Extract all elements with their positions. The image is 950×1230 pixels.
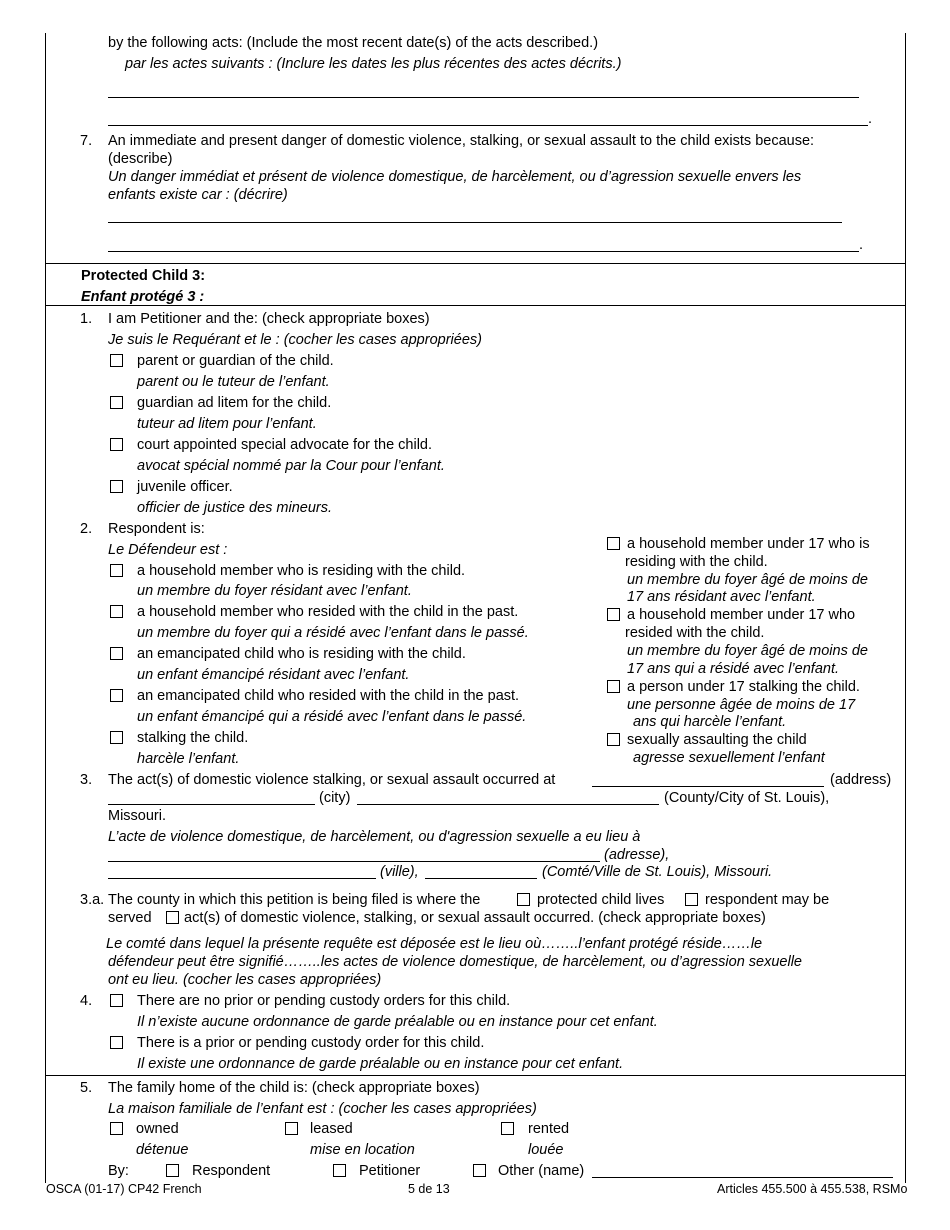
checkbox-child-lives[interactable] <box>517 893 530 906</box>
checkbox-by-respondent[interactable] <box>166 1164 179 1177</box>
q2-left-en: an emancipated child who is residing with the child. <box>137 646 466 662</box>
other-name-field[interactable] <box>592 1177 893 1178</box>
city-field[interactable] <box>108 804 315 805</box>
section6-en: by the following acts: (Include the most recent date(s) of the acts described.) <box>108 35 599 51</box>
city-field-fr[interactable] <box>108 878 376 879</box>
q4-opt-fr: Il n’existe aucune ordonnance de garde préalable ou en instance pour cet enfant. <box>137 1014 658 1030</box>
q1-opt-fr: parent ou le tuteur de l’enfant. <box>137 374 330 390</box>
q5-leased: leased <box>310 1121 353 1137</box>
checkbox-acts-occurred[interactable] <box>166 911 179 924</box>
q2-left-fr: un membre du foyer qui a résidé avec l’enfant dans le passé. <box>137 625 529 641</box>
q3-state: Missouri. <box>108 808 167 824</box>
q5-petitioner: Petitioner <box>359 1163 421 1179</box>
section7-en2: (describe) <box>108 151 173 167</box>
q3a-served: served <box>108 910 152 926</box>
q5-en: The family home of the child is: (check appropriate boxes) <box>108 1080 480 1096</box>
frame-left-border <box>45 33 46 1183</box>
q2-left-fr: un membre du foyer résidant avec l’enfant. <box>137 583 412 599</box>
address-field[interactable] <box>592 786 824 787</box>
q4-opt-en: There is a prior or pending custody order for this child. <box>137 1035 485 1051</box>
q3-fr-city-label: (ville), <box>380 864 419 880</box>
q4-num: 4. <box>80 993 93 1009</box>
checkbox-no-custody-orders[interactable] <box>110 994 123 1007</box>
checkbox-household-resided[interactable] <box>110 605 123 618</box>
q3-county-label: (County/City of St. Louis), <box>664 790 830 806</box>
county-field[interactable] <box>357 804 659 805</box>
q2-num: 2. <box>80 521 93 537</box>
answer-line[interactable] <box>108 125 868 126</box>
checkbox-by-petitioner[interactable] <box>333 1164 346 1177</box>
q3a-opt2: respondent may be <box>705 892 830 908</box>
q5-rented: rented <box>528 1121 570 1137</box>
q3-num: 3. <box>80 772 93 788</box>
q4-opt-fr: Il existe une ordonnance de garde préalable ou en instance pour cet enfant. <box>137 1056 624 1072</box>
checkbox-under17-stalking[interactable] <box>607 680 620 693</box>
section-divider <box>45 263 906 264</box>
line-period: . <box>859 237 864 253</box>
q3-fr: L’acte de violence domestique, de harcèlement, ou d'agression sexuelle a eu lieu à <box>108 829 641 845</box>
q2-right-fr: agresse sexuellement l’enfant <box>633 750 825 766</box>
q1-opt-en: guardian ad litem for the child. <box>137 395 332 411</box>
checkbox-emancipated-residing[interactable] <box>110 647 123 660</box>
answer-line[interactable] <box>108 97 859 98</box>
q2-right-en: residing with the child. <box>625 554 768 570</box>
q2-left-en: stalking the child. <box>137 730 249 746</box>
q2-left-fr: un enfant émancipé qui a résidé avec l’enfant dans le passé. <box>137 709 527 725</box>
q2-left-en: an emancipated child who resided with the child in the past. <box>137 688 520 704</box>
q3a-opt3: act(s) of domestic violence, stalking, or sexual assault occurred. (check appropriate boxes) <box>184 910 766 926</box>
frame-right-border <box>905 33 906 1183</box>
checkbox-special-advocate[interactable] <box>110 438 123 451</box>
section7-fr2: enfants existe car : (décrire) <box>108 187 288 203</box>
q1-opt-fr: avocat spécial nommé par la Cour pour l’enfant. <box>137 458 445 474</box>
checkbox-by-other[interactable] <box>473 1164 486 1177</box>
section6-fr: par les actes suivants : (Inclure les dates les plus récentes des actes décrits.) <box>125 56 622 72</box>
checkbox-household-residing[interactable] <box>110 564 123 577</box>
q3-fr-address-label: (adresse), <box>604 847 670 863</box>
q5-rented-fr: louée <box>528 1142 564 1158</box>
q1-en: I am Petitioner and the: (check appropriate boxes) <box>108 311 430 327</box>
q2-right-fr: 17 ans résidant avec l’enfant. <box>627 589 816 605</box>
q3a-fr: ont eu lieu. (cocher les cases appropriées) <box>108 972 382 988</box>
q2-left-en: a household member who resided with the child in the past. <box>137 604 519 620</box>
county-field-fr[interactable] <box>425 878 537 879</box>
address-field-fr[interactable] <box>108 861 600 862</box>
q1-opt-en: parent or guardian of the child. <box>137 353 334 369</box>
q1-opt-en: juvenile officer. <box>137 479 233 495</box>
q2-en: Respondent is: <box>108 521 205 537</box>
section7-fr1: Un danger immédiat et présent de violence domestique, de harcèlement, ou d’agression sexuelle envers les <box>108 169 802 185</box>
checkbox-parent-guardian[interactable] <box>110 354 123 367</box>
q2-right-fr: ans qui harcèle l’enfant. <box>633 714 787 730</box>
q5-fr: La maison familiale de l’enfant est : (cocher les cases appropriées) <box>108 1101 537 1117</box>
q3-address-label: (address) <box>830 772 892 788</box>
checkbox-respondent-served[interactable] <box>685 893 698 906</box>
q2-right-en: a household member under 17 who is <box>627 536 870 552</box>
q2-right-en: resided with the child. <box>625 625 765 641</box>
q3-en: The act(s) of domestic violence stalking, or sexual assault occurred at <box>108 772 556 788</box>
q3a-fr: Le comté dans lequel la présente requête est déposée est le lieu où……..l’enfant protégé réside……le <box>106 936 763 952</box>
q2-right-fr: un membre du foyer âgé de moins de <box>627 572 868 588</box>
q2-right-fr: une personne âgée de moins de 17 <box>627 697 856 713</box>
q2-left-fr: un enfant émancipé résidant avec l’enfant. <box>137 667 410 683</box>
checkbox-leased[interactable] <box>285 1122 298 1135</box>
child3-title-en: Protected Child 3: <box>81 268 206 284</box>
q3-fr-county-label: (Comté/Ville de St. Louis), Missouri. <box>542 864 773 880</box>
checkbox-juvenile-officer[interactable] <box>110 480 123 493</box>
footer-form-id: OSCA (01-17) CP42 French <box>46 1182 202 1196</box>
q2-right-fr: un membre du foyer âgé de moins de <box>627 643 868 659</box>
q3a-opt1: protected child lives <box>537 892 665 908</box>
q3a-en1: The county in which this petition is being filed is where the <box>108 892 481 908</box>
checkbox-under17-residing[interactable] <box>607 537 620 550</box>
q5-owned-fr: détenue <box>136 1142 189 1158</box>
q5-other: Other (name) <box>498 1163 585 1179</box>
q1-opt-fr: officier de justice des mineurs. <box>137 500 333 516</box>
footer-page-number: 5 de 13 <box>408 1182 450 1196</box>
checkbox-sexual-assault[interactable] <box>607 733 620 746</box>
checkbox-custody-order-exists[interactable] <box>110 1036 123 1049</box>
q5-by: By: <box>108 1163 129 1179</box>
q5-num: 5. <box>80 1080 93 1096</box>
q3a-num: 3.a. <box>80 892 105 908</box>
q3-city-label: (city) <box>319 790 351 806</box>
section7-num: 7. <box>80 133 93 149</box>
checkbox-rented[interactable] <box>501 1122 514 1135</box>
checkbox-under17-resided[interactable] <box>607 608 620 621</box>
checkbox-guardian-ad-litem[interactable] <box>110 396 123 409</box>
q2-right-en: sexually assaulting the child <box>627 732 807 748</box>
q1-num: 1. <box>80 311 93 327</box>
q5-respondent: Respondent <box>192 1163 271 1179</box>
q2-left-fr: harcèle l’enfant. <box>137 751 240 767</box>
q2-right-fr: 17 ans qui a résidé avec l’enfant. <box>627 661 839 677</box>
q1-fr: Je suis le Requérant et le : (cocher les cases appropriées) <box>108 332 482 348</box>
section7-en1: An immediate and present danger of domestic violence, stalking, or sexual assault to the child exists because: <box>108 133 815 149</box>
q4-opt-en: There are no prior or pending custody orders for this child. <box>137 993 511 1009</box>
q1-opt-fr: tuteur ad litem pour l’enfant. <box>137 416 317 432</box>
q2-fr: Le Défendeur est : <box>108 542 228 558</box>
q1-opt-en: court appointed special advocate for the child. <box>137 437 433 453</box>
footer-statute: Articles 455.500 à 455.538, RSMo <box>717 1182 908 1196</box>
checkbox-stalking[interactable] <box>110 731 123 744</box>
answer-line[interactable] <box>108 251 859 252</box>
q5-owned: owned <box>136 1121 179 1137</box>
q2-left-en: a household member who is residing with the child. <box>137 563 466 579</box>
checkbox-owned[interactable] <box>110 1122 123 1135</box>
q3a-fr: défendeur peut être signifié……..les actes de violence domestique, de harcèlement, ou d’agression sexuelle <box>108 954 802 970</box>
q5-leased-fr: mise en location <box>310 1142 415 1158</box>
q2-right-en: a person under 17 stalking the child. <box>627 679 860 695</box>
line-period: . <box>868 111 873 127</box>
answer-line[interactable] <box>108 222 842 223</box>
section-divider <box>45 1075 906 1076</box>
child3-title-fr: Enfant protégé 3 : <box>81 289 205 305</box>
q2-right-en: a household member under 17 who <box>627 607 856 623</box>
checkbox-emancipated-resided[interactable] <box>110 689 123 702</box>
